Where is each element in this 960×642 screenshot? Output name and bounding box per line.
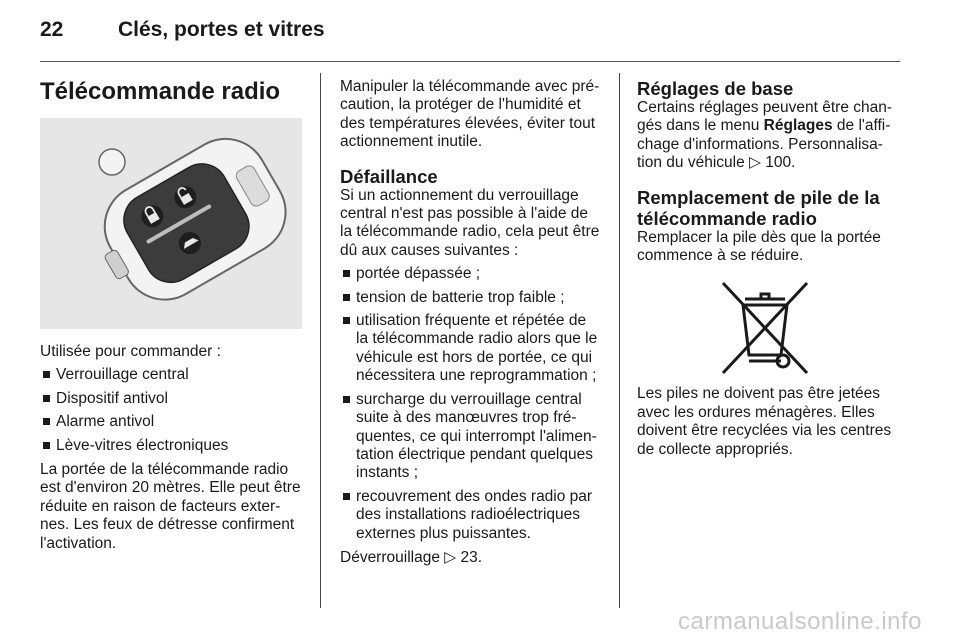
text-line: la télécommande radio, cela peut être <box>340 223 600 241</box>
text-line: des installations radioélectriques <box>356 506 581 524</box>
text-line: instants ; <box>356 464 419 482</box>
column-1 <box>40 78 308 553</box>
list-item <box>340 391 608 483</box>
text-line: de collecte appropriés. <box>637 440 793 458</box>
settings-menu-name: Réglages <box>763 117 833 135</box>
text-line: chage d'informations. Personnalisa- <box>637 135 883 153</box>
heading-line: télécommande radio <box>637 207 817 229</box>
section-heading <box>637 187 905 229</box>
text-line: gés dans le menu <box>637 117 764 135</box>
key-remote-image <box>40 118 302 329</box>
text-line: La portée de la télécommande radio <box>40 461 289 479</box>
list-item <box>340 265 608 283</box>
list-item <box>340 312 608 386</box>
text-line: Si un actionnement du verrouillage <box>340 186 579 204</box>
settings-paragraph <box>637 99 905 173</box>
crossed-bin-icon <box>715 277 815 377</box>
heading-line: Remplacement de pile de la <box>637 186 880 208</box>
list-item: Lève-vitres électroniques <box>40 437 308 455</box>
column-divider-2 <box>619 73 620 608</box>
disposal-paragraph <box>637 385 905 459</box>
text-line: Les piles ne doivent pas être jetées <box>637 385 880 403</box>
text-line: Certains réglages peuvent être chan- <box>637 99 893 116</box>
text-line: l'activation. <box>40 534 117 552</box>
text-line: tension de batterie trop faible ; <box>356 288 565 306</box>
section-heading: Défaillance <box>340 165 438 187</box>
list-item <box>340 289 608 307</box>
text-line: caution, la protéger de l'humidité et <box>340 96 581 114</box>
xref-page: 23. <box>460 548 483 566</box>
text-line: portée dépassée ; <box>356 265 481 283</box>
text-line: recouvrement des ondes radio par <box>356 487 593 505</box>
text-line: est d'environ 20 mètres. Elle peut être <box>40 479 301 497</box>
list-item: Alarme antivol <box>40 413 308 431</box>
column-3 <box>637 78 905 459</box>
weee-symbol-icon <box>715 277 815 377</box>
battery-paragraph <box>637 229 905 266</box>
feature-list <box>40 366 308 455</box>
text-line: tion du véhicule <box>637 154 745 172</box>
xref-page[interactable]: 100. <box>765 154 796 172</box>
failure-paragraph <box>340 187 608 261</box>
list-item: Verrouillage central <box>40 366 308 384</box>
text-line: externes plus puissantes. <box>356 524 531 542</box>
text-line: réduite en raison de facteurs exter- <box>40 497 281 515</box>
text-line: de l'affi- <box>832 117 891 135</box>
text-line: Remplacer la pile dès que la portée <box>637 228 881 246</box>
xref-arrow-icon: ▷ <box>749 154 761 172</box>
text-line: actionnement inutile. <box>340 133 483 151</box>
site-watermark: carmanualsonline.info <box>678 608 922 635</box>
xref-arrow-icon: ▷ <box>444 548 457 566</box>
handling-paragraph <box>340 78 608 152</box>
text-line: Manipuler la télécommande avec pré- <box>340 78 600 95</box>
text-line: central n'est pas possible à l'aide de <box>340 205 589 223</box>
text-line: tation électrique pendant quelques <box>356 445 593 463</box>
range-paragraph <box>40 461 308 553</box>
text-line: avec les ordures ménagères. Elles <box>637 403 875 421</box>
list-item <box>340 488 608 543</box>
text-line: dû aux causes suivantes : <box>340 241 519 259</box>
column-divider-1 <box>320 73 321 608</box>
list-item: Dispositif antivol <box>40 390 308 408</box>
intro-text: Utilisée pour commander : <box>40 343 221 360</box>
text-line: nécessitera une reprogrammation ; <box>356 367 597 385</box>
text-line: nes. Les feux de détresse confirment <box>40 516 295 534</box>
header-rule <box>40 61 900 62</box>
text-line: commence à se réduire. <box>637 247 804 265</box>
text-line: la télécommande radio alors que le <box>356 330 598 348</box>
text-line: doivent être recyclées via les centres <box>637 422 892 440</box>
chapter-title: Clés, portes et vitres <box>118 18 325 41</box>
text-line: des températures élevées, éviter tout <box>340 114 596 132</box>
page-number: 22 <box>40 18 64 41</box>
section-heading: Réglages de base <box>637 78 794 99</box>
text-line: suite à des manœuvres trop fré- <box>356 409 577 427</box>
key-remote-icon <box>40 118 302 329</box>
text-line: utilisation fréquente et répétée de <box>356 312 587 330</box>
text-line: véhicule est hors de portée, ce qui <box>356 348 593 366</box>
column-2 <box>340 78 608 567</box>
section-heading: Télécommande radio <box>40 78 281 105</box>
text-line: quentes, ce qui interrompt l'alimen- <box>356 427 597 445</box>
xref-text: Déverrouillage <box>340 548 440 566</box>
text-line: surcharge du verrouillage central <box>356 390 582 408</box>
cross-reference[interactable] <box>340 549 608 567</box>
cause-list <box>340 265 608 543</box>
